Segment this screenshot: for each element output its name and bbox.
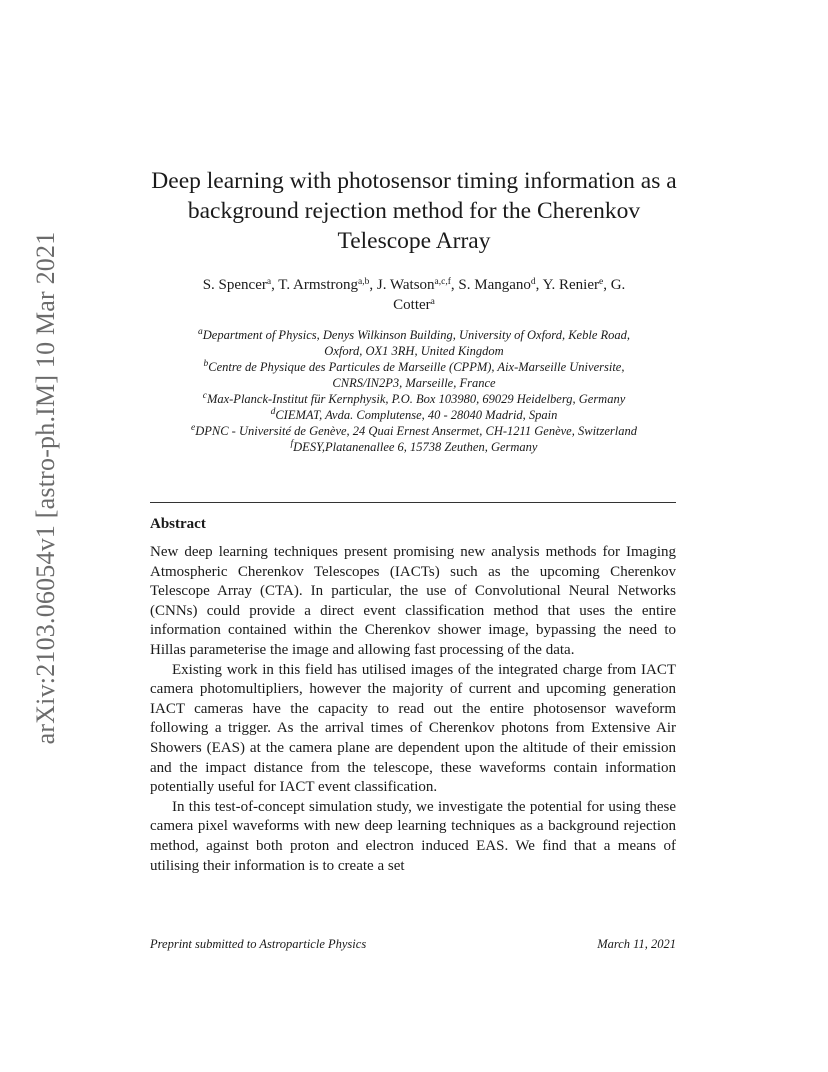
affiliation-mark: a xyxy=(198,327,203,337)
author-affiliation-mark: a,b xyxy=(358,277,370,287)
affiliation xyxy=(140,359,688,375)
affiliation-text: Centre de Physique des Particules de Marseille (CPPM), Aix-Marseille Universite, xyxy=(208,360,625,374)
affiliation-mark: e xyxy=(190,423,196,433)
affiliation: Oxford, OX1 3RH, United Kingdom xyxy=(324,344,504,358)
arxiv-identifier: arXiv:2103.06054v1 [astro-ph.IM] 10 Mar 2021 xyxy=(31,231,60,745)
affiliation xyxy=(140,391,688,407)
author-name: , Y. Renier xyxy=(535,277,599,293)
author-name: , T. Armstrong xyxy=(271,277,359,293)
author-name: , G. xyxy=(603,277,626,293)
author-affiliation-mark: a,c,f xyxy=(434,277,451,287)
author-name: S. Spencer xyxy=(202,277,267,293)
author-affiliation-mark: a xyxy=(430,297,435,307)
abstract-paragraph: In this test-of-concept simulation study, we investigate the potential for using these camera pixel waveforms with new deep learning techniques as a background rejection method, against both proton and electron induced EAS. We find that a means of utilising their information is to create a set xyxy=(150,798,676,874)
affiliation-mark: f xyxy=(290,439,294,449)
affiliation-text: DPNC - Université de Genève, 24 Quai Ernest Ansermet, CH-1211 Genève, Switzerland xyxy=(195,424,638,438)
title-line: Deep learning with photosensor timing information as a xyxy=(151,168,677,194)
affiliation-text: CIEMAT, Avda. Complutense, 40 - 28040 Madrid, Spain xyxy=(275,408,558,422)
affiliation: CNRS/IN2P3, Marseille, France xyxy=(332,376,496,390)
affiliation xyxy=(140,423,688,439)
author-name: , S. Mangano xyxy=(450,277,531,293)
abstract-paragraph: Existing work in this field has utilised images of the integrated charge from IACT camera photomultipliers, however the majority of current and upcoming generation IACT cameras have the capacity to read out the entire photosensor waveform following a trigger. As the arrival times of Cherenkov photons from Extensive Air Showers (EAS) at the camera plane are dependent upon the altitude of their emission and the impact distance from the telescope, these waveforms contain information potentially useful for IACT event classification. xyxy=(150,661,676,796)
affiliation-mark: c xyxy=(202,391,207,401)
abstract-paragraph: New deep learning techniques present promising new analysis methods for Imaging Atmospheric Cherenkov Telescopes (IACTs) such as the upcoming Cherenkov Telescope Array (CTA). In particular, the use of Convolutional Neural Networks (CNNs) could provide a direct event classification method that uses the entire information contained within the Cherenkov shower image, bypassing the need to Hillas parameterise the image and allowing fast processing of the data. xyxy=(150,544,676,658)
affiliation-list xyxy=(140,327,688,455)
affiliation xyxy=(140,407,688,423)
affiliation-text: Max-Planck-Institut für Kernphysik, P.O. Box 103980, 69029 Heidelberg, Germany xyxy=(206,392,626,406)
author-name: , J. Watson xyxy=(369,277,435,293)
affiliation-mark: d xyxy=(270,407,276,417)
author-affiliation-mark: d xyxy=(530,277,536,287)
preprint-note: Preprint submitted to Astroparticle Physics xyxy=(150,937,367,951)
paper-title xyxy=(140,166,688,256)
abstract-heading: Abstract xyxy=(150,516,206,532)
author-name: Cotter xyxy=(393,297,431,313)
footer-date: March 11, 2021 xyxy=(597,937,676,951)
author-affiliation-mark: e xyxy=(598,277,604,287)
title-line: background rejection method for the Cherenkov xyxy=(187,198,641,224)
affiliation xyxy=(140,327,688,343)
affiliation xyxy=(140,439,688,455)
author-affiliation-mark: a xyxy=(266,277,272,287)
title-line: Telescope Array xyxy=(337,228,491,254)
affiliation-mark: b xyxy=(203,359,209,369)
affiliation-text: DESY,Platanenallee 6, 15738 Zeuthen, Germany xyxy=(293,440,538,454)
affiliation-text: Department of Physics, Denys Wilkinson Building, University of Oxford, Keble Road, xyxy=(202,328,630,342)
author-list xyxy=(140,275,688,315)
section-divider xyxy=(150,502,676,503)
abstract-body xyxy=(150,543,676,876)
